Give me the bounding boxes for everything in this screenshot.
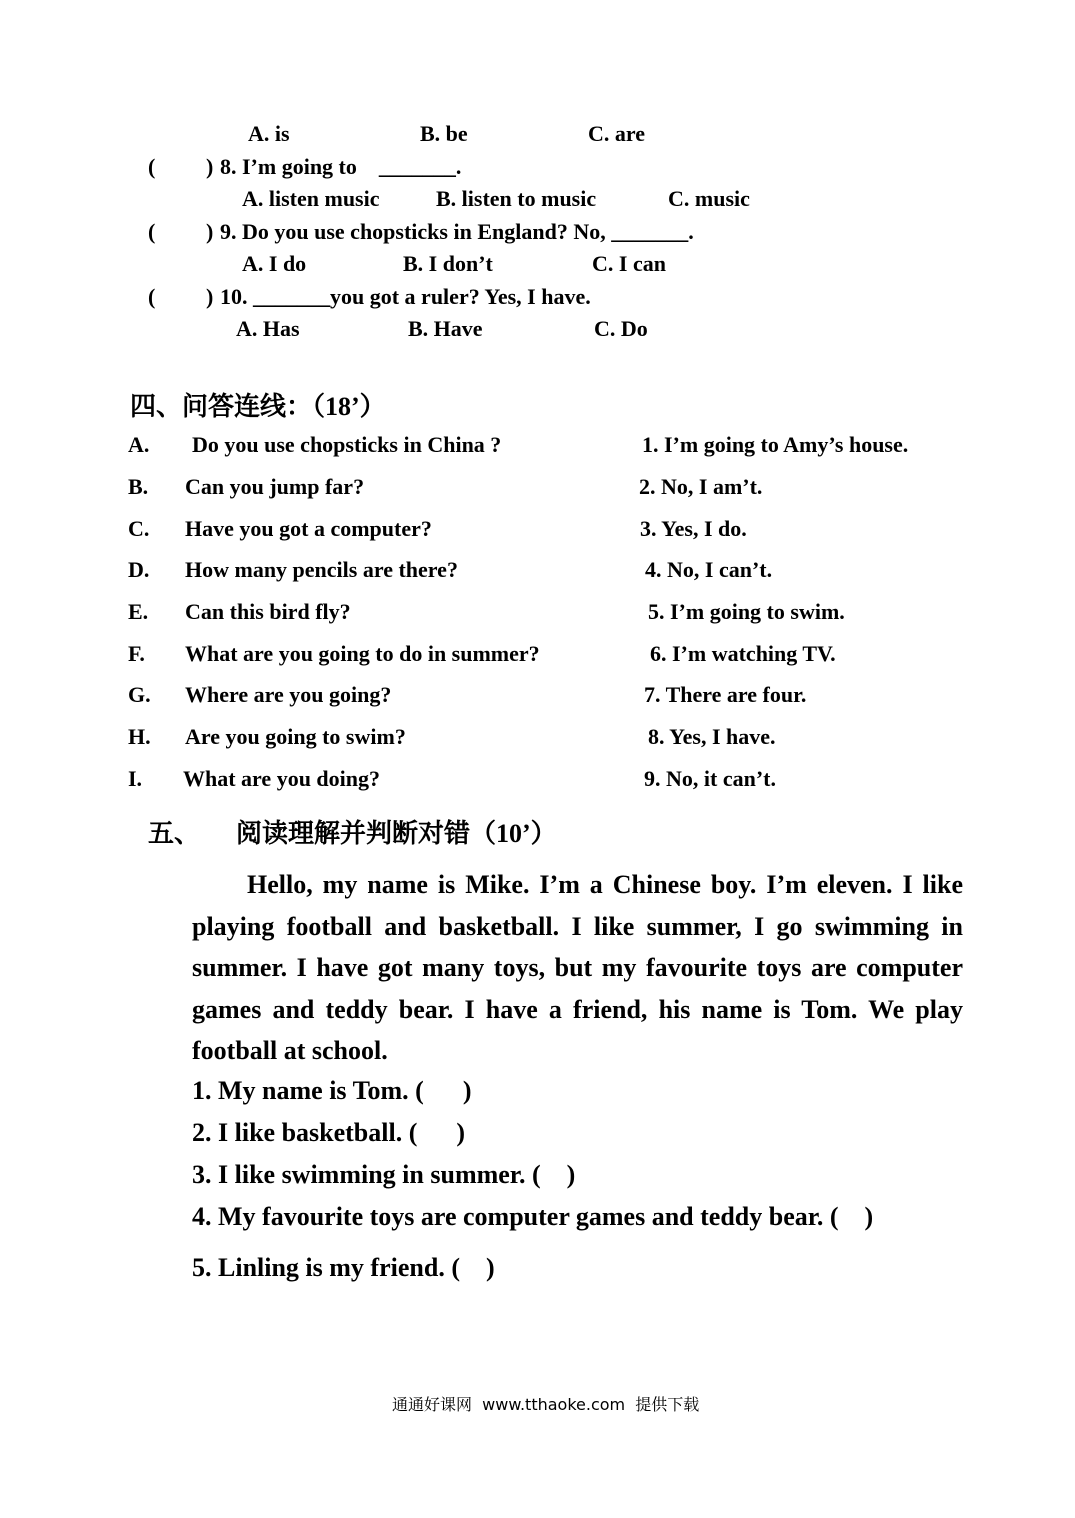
match-answer-8: 8. Yes, I have.: [648, 724, 776, 749]
match-answer-9: 9. No, it can’t.: [644, 766, 776, 791]
match-answer-3: 3. Yes, I do.: [640, 516, 747, 541]
q9-paren-close: ): [206, 219, 214, 244]
match-question-e: Can this bird fly?: [185, 599, 351, 624]
q8-text: 8. I’m going to _______.: [220, 154, 462, 179]
q9-option-c: C. I can: [592, 251, 666, 276]
match-question-f: What are you going to do in summer?: [185, 641, 540, 666]
q8-paren-open: (: [148, 154, 156, 179]
match-letter-a: A.: [128, 432, 150, 457]
match-letter-c: C.: [128, 516, 150, 541]
match-answer-7: 7. There are four.: [644, 682, 807, 707]
q10-option-b: B. Have: [408, 316, 483, 341]
reading-passage: Hello, my name is Mike. I’m a Chinese boy. I’m eleven. I like playing football and basketball. I like summer, I go swimming in summer. I have got many toys, but my favourite toys are computer games and teddy bear. I have a friend, his name is Tom. We play football at school.: [192, 870, 963, 1065]
match-answer-6: 6. I’m watching TV.: [650, 641, 836, 666]
match-question-b: Can you jump far?: [185, 474, 365, 499]
match-question-a: Do you use chopsticks in China ?: [192, 432, 502, 457]
q7-option-c: C. are: [588, 121, 646, 146]
match-question-d: How many pencils are there?: [185, 557, 458, 582]
match-letter-f: F.: [128, 641, 145, 666]
q8-paren-close: ): [206, 154, 214, 179]
q9-option-b: B. I don’t: [403, 251, 493, 276]
section5-number: 五、: [148, 819, 201, 848]
match-letter-i: I.: [128, 766, 143, 791]
match-answer-5: 5. I’m going to swim.: [648, 599, 845, 624]
q7-option-b: B. be: [420, 121, 468, 146]
match-question-g: Where are you going?: [185, 682, 392, 707]
q8-option-c: C. music: [668, 186, 750, 211]
q8-option-b: B. listen to music: [436, 186, 597, 211]
statement-1: 1. My name is Tom. ( ): [192, 1076, 472, 1105]
q10-option-c: C. Do: [594, 316, 648, 341]
q10-paren-close: ): [206, 284, 214, 309]
match-letter-h: H.: [128, 724, 151, 749]
section5-title: 阅读理解并判断对错（10’）: [236, 819, 557, 848]
match-answer-2: 2. No, I am’t.: [639, 474, 763, 499]
statement-2: 2. I like basketball. ( ): [192, 1118, 466, 1147]
statement-4: 4. My favourite toys are computer games and teddy bear. ( ): [192, 1202, 874, 1231]
match-letter-d: D.: [128, 557, 150, 582]
q10-text: 10. _______you got a ruler? Yes, I have.: [220, 284, 591, 309]
footer-watermark: 通通好课网 www.tthaoke.com 提供下载: [392, 1395, 700, 1414]
match-question-c: Have you got a computer?: [185, 516, 432, 541]
statement-3: 3. I like swimming in summer. ( ): [192, 1160, 576, 1189]
q9-text: 9. Do you use chopsticks in England? No, _______.: [220, 219, 694, 244]
q9-option-a: A. I do: [242, 251, 307, 276]
match-letter-b: B.: [128, 474, 149, 499]
q7-option-a: A. is: [248, 121, 290, 146]
match-letter-e: E.: [128, 599, 149, 624]
q10-option-a: A. Has: [236, 316, 300, 341]
q10-paren-open: (: [148, 284, 156, 309]
q9-paren-open: (: [148, 219, 156, 244]
match-question-i: What are you doing?: [183, 766, 381, 791]
q8-option-a: A. listen music: [242, 186, 380, 211]
section4-title: 四、问答连线：（18’）: [130, 392, 386, 421]
match-question-h: Are you going to swim?: [185, 724, 406, 749]
statement-5: 5. Linling is my friend. ( ): [192, 1253, 495, 1282]
match-letter-g: G.: [128, 682, 151, 707]
match-answer-1: 1. I’m going to Amy’s house.: [642, 432, 909, 457]
match-answer-4: 4. No, I can’t.: [645, 557, 773, 582]
